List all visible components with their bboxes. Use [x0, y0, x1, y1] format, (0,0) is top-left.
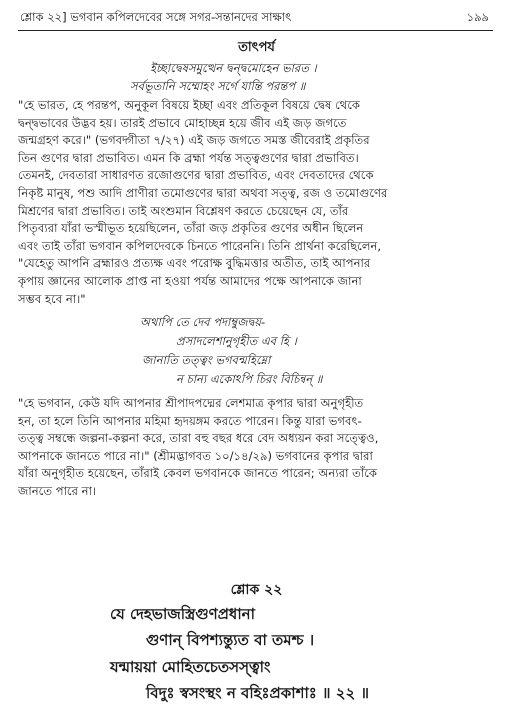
verse-line: জানাতি তত্ত্বং ভগবন্মহিম্নো: [142, 353, 271, 367]
text-line: তিন গুণের দ্বারা প্রভাবিত। এমন কি ব্রহ্মা পর্যন্ত সত্ত্বগুণের দ্বারা প্রভাবিত।: [18, 150, 359, 165]
verse-line: সর্বভূতানি সম্মোহং সর্গে যান্তি পরন্তপ ॥: [130, 79, 306, 93]
verse-line: অথাপি তে দেব পদাম্বুজদ্বয়-: [140, 315, 266, 329]
text-line: আপনাকে জানতে পারে না।" (শ্রীমদ্ভাগবত ১০/১৪/২৯) ভগবানের কৃপার দ্বারা: [18, 448, 373, 463]
text-line: তত্ত্ব সম্বন্ধে জল্পনা-কল্পনা করে, তারা বহু বছর ধরে বেদ অধ্যয়ন করা সত্ত্বেও,: [18, 431, 379, 446]
text-line: "যেহেতু আপনি ব্রহ্মারও প্রত্যক্ষ এবং পরোক্ষ বুদ্ধিমত্তার অতীত, তাই আপনার: [18, 256, 371, 271]
running-header: [20, 6, 489, 28]
text-line: এবং তাই তাঁরা ভগবান কপিলদেবকে চিনতে পারেননি। তিনি প্রার্থনা করেছিলেন,: [18, 238, 382, 253]
verse-line: ন চান্য একোঽপি চিরং বিচিন্বন্ ॥: [176, 372, 323, 386]
verse-line: প্রসাদলেশানুগৃহীত এব হি ।: [176, 334, 297, 348]
sloka-heading: শ্লোক ২২: [230, 582, 283, 598]
purport-heading: তাৎপর্য: [238, 40, 275, 55]
text-line: জানতে পারে না।: [18, 483, 97, 498]
sloka-line: যন্মায়য়া মোহিতচেতসস্ত্বাং: [110, 658, 271, 676]
text-line: হন, তা হলে তিনি আপনার মহিমা হৃদয়ঙ্গম করতে পারেন। কিন্তু যারা ভগবৎ-: [18, 413, 362, 428]
text-line: "হে ভগবান, কেউ যদি আপনার শ্রীপাদপদ্মের লেশমাত্র কৃপার দ্বারা অনুগৃহীত: [18, 396, 364, 410]
text-line: "হে ভারত, হে পরন্তপ, অনুকূল বিষয়ে ইচ্ছা এবং প্রতিকূল বিষয়ে দ্বেষ থেকে: [18, 98, 361, 112]
text-line: কৃপায় জ্ঞানের আলোক প্রাপ্ত না হওয়া পর্যন্ত আমাদের পক্ষে আপনাকে জানা: [18, 273, 362, 288]
text-line: নিকৃষ্ট মানুষ, পশু আদি প্রাণীরা তমোগুণের দ্বারা অথবা সত্ত্ব, রজ ও তমোগুণের: [18, 185, 388, 200]
text-line: তেমনই, দেবতারা সাধারণত রজোগুণের দ্বারা প্রভাবিত, এবং দেবতাদের থেকে: [18, 168, 374, 183]
verse-line: ইচ্ছাদ্বেষসমুত্থেন দ্বন্দ্বমোহেন ভারত ।: [150, 61, 317, 75]
sloka-line: গুণান্ বিপশ্যন্ত্যুত বা তমশ্চ ।: [146, 631, 315, 649]
chapter-title: শ্লোক ২২] ভগবান কপিলদেবের সঙ্গে সগর-সন্তানদের সাক্ষাৎ: [20, 10, 292, 24]
sloka-line: যে দেহভাজস্ত্রিগুণপ্রধানা: [110, 605, 255, 623]
text-line: যাঁরা অনুগৃহীত হয়েছেন, তাঁরাই কেবল ভগবানকে জানতে পারেন; অন্যরা তাঁকে: [18, 466, 377, 481]
text-line: মিশ্রণের দ্বারা প্রভাবিত। তাই অংশুমান বিশ্লেষণ করতে চেয়েছেন যে, তাঁর: [18, 203, 349, 218]
text-line: পিতৃব্যরা যাঁরা ভস্মীভূত হয়েছিলেন, তাঁরা জড় প্রকৃতির গুণের অধীন ছিলেন: [18, 221, 364, 236]
text-line: দ্বন্দ্বভাবের উদ্ভব হয়। তারই প্রভাবে মোহাচ্ছন্ন হয়ে জীব এই জড় জগতে: [18, 115, 347, 130]
purport-paragraph-1: [18, 97, 496, 308]
header-rule: [18, 30, 493, 31]
purport-paragraph-2: [18, 395, 496, 501]
page-number: ১৯৯: [466, 10, 489, 24]
text-line: সম্ভব হবে না।": [18, 291, 86, 306]
text-line: জন্মগ্রহণ করে।" (ভগবদ্গীতা ৭/২৭) এই জড় জগতে সমস্ত জীবেরাই প্রকৃতির: [18, 133, 370, 148]
sloka-line: বিদুঃ স্বসংস্থং ন বহিঃপ্রকাশাঃ ॥ ২২ ॥: [146, 684, 369, 702]
